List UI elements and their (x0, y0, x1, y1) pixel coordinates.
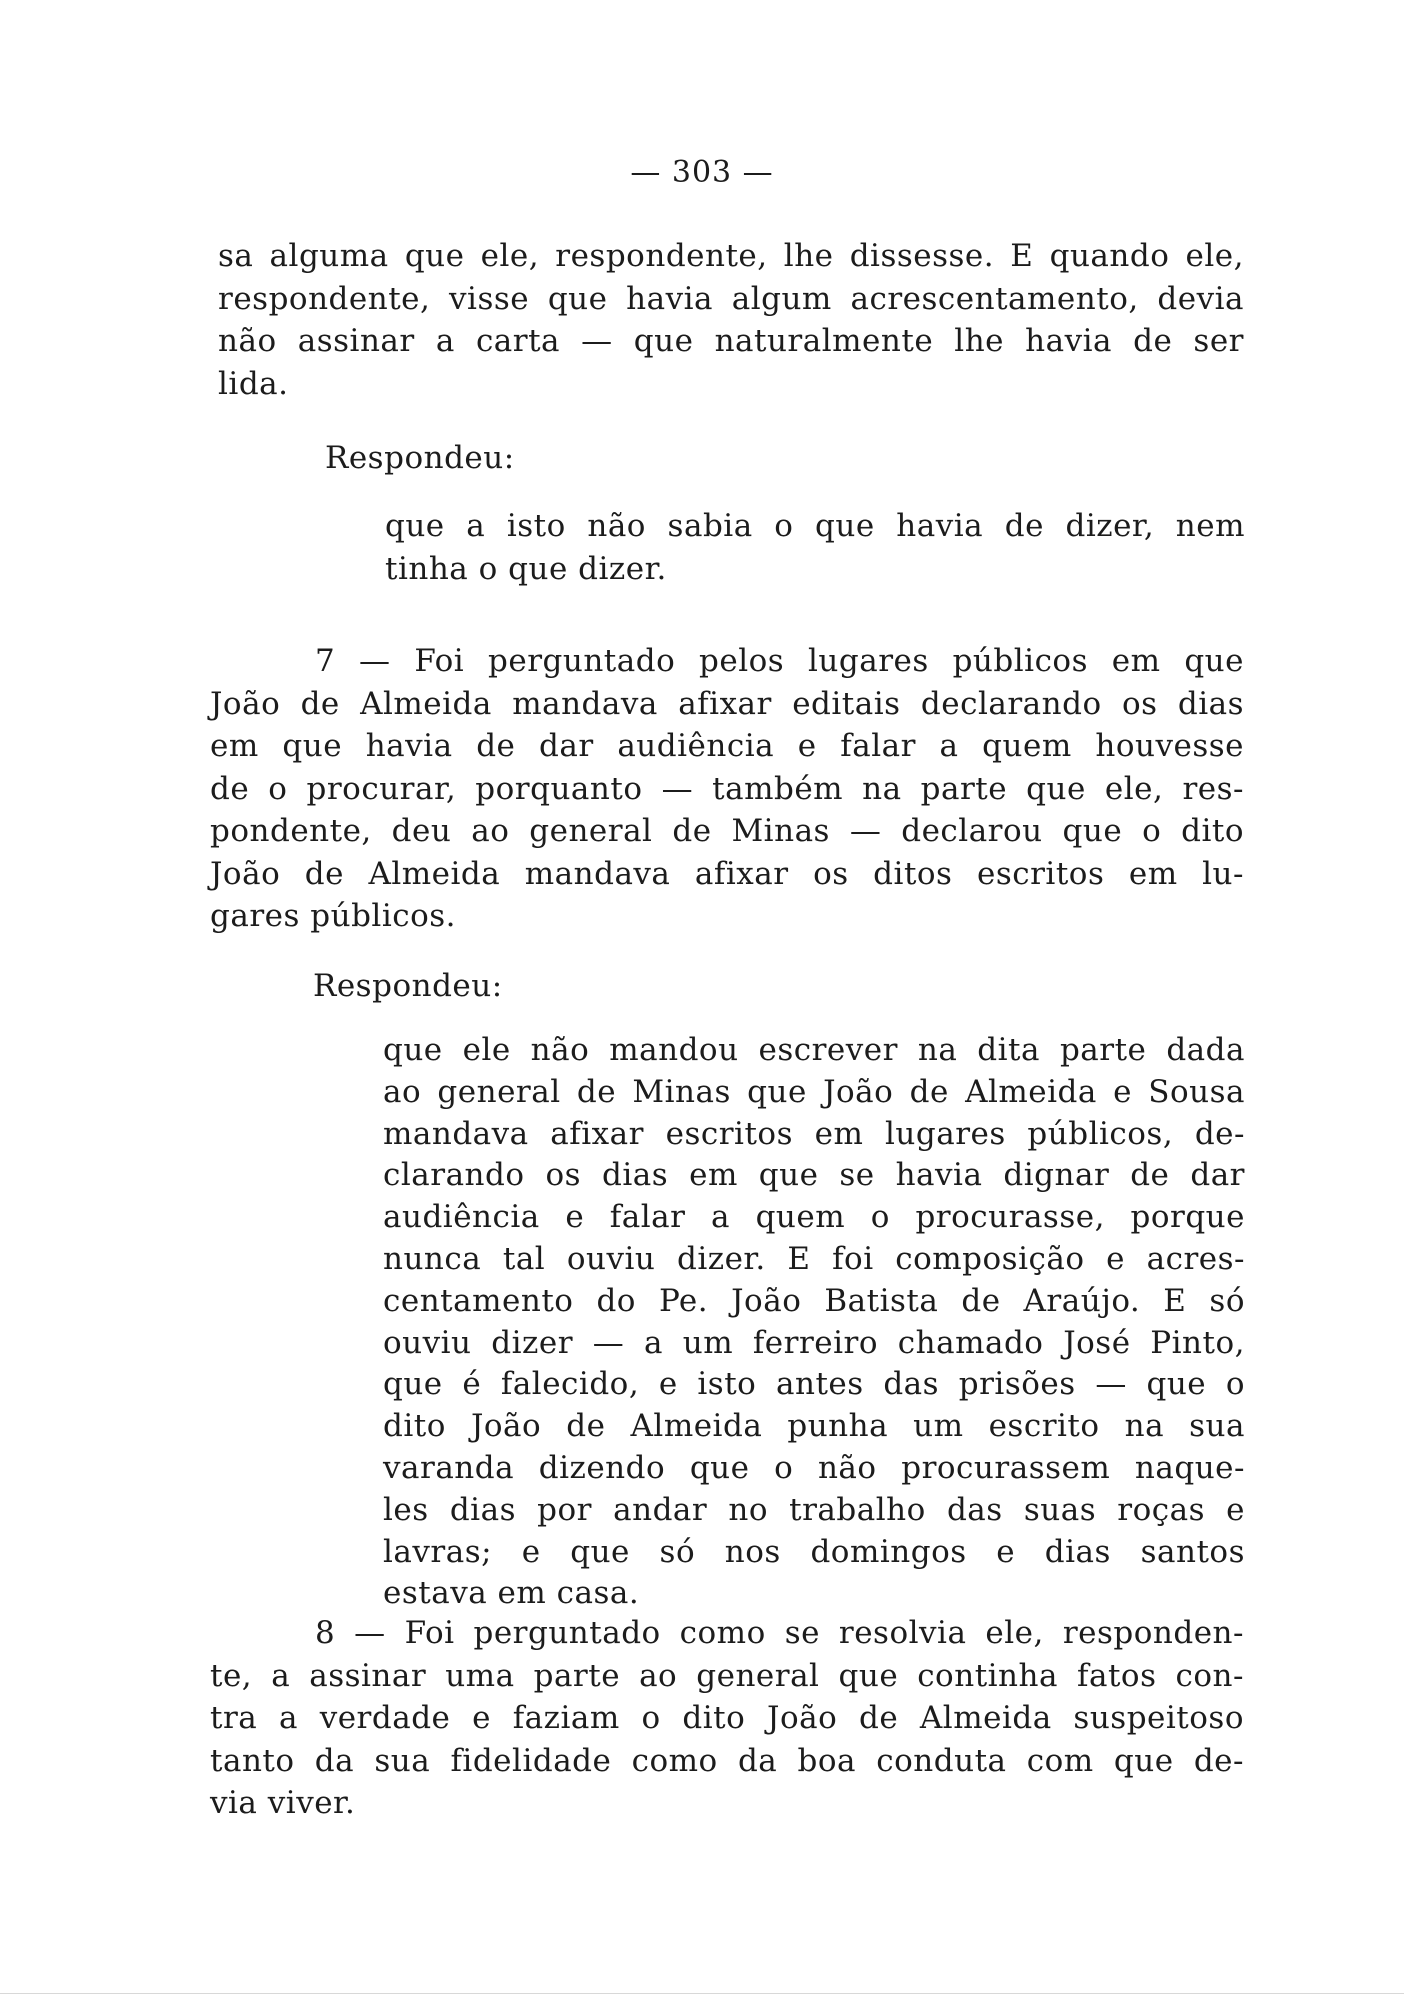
text-line: audiência e falar a quem o procurasse, porque (383, 1199, 1245, 1236)
text-line: tanto da sua fidelidade como da boa conduta com que de- (210, 1742, 1244, 1779)
question-7 (210, 640, 1244, 938)
page-edge-divider (0, 1993, 1404, 1994)
text-line: sa alguma que ele, respondente, lhe dissesse. E quando ele, (218, 238, 1244, 274)
text-line: não assinar a carta — que naturalmente lhe havia de ser (218, 323, 1244, 359)
text-line: 7 — Foi perguntado pelos lugares públicos em que (315, 643, 1244, 679)
text-line: João de Almeida mandava afixar os ditos escritos em lu- (210, 855, 1244, 892)
page-number: — 303 — (630, 155, 774, 190)
text-line: mandava afixar escritos em lugares públicos, de- (383, 1115, 1245, 1152)
text-line: que a isto não sabia o que havia de dizer, nem (385, 508, 1245, 544)
text-line: ouviu dizer — a um ferreiro chamado José Pinto, (383, 1324, 1245, 1361)
text-line: gares públicos. (210, 898, 457, 934)
text-line: tinha o que dizer. (385, 550, 667, 587)
text-line: em que havia de dar audiência e falar a quem houvesse (210, 728, 1244, 764)
text-line: ao general de Minas que João de Almeida e Sousa (383, 1073, 1245, 1110)
text-line: nunca tal ouviu dizer. E foi composição e acres- (383, 1240, 1245, 1277)
text-line: de o procurar, porquanto — também na parte que ele, res- (210, 770, 1244, 807)
text-line: estava em casa. (383, 1575, 640, 1612)
response-answer (383, 1030, 1245, 1615)
text-line: te, a assinar uma parte ao general que continha fatos con- (210, 1657, 1244, 1694)
text-line: João de Almeida mandava afixar editais declarando os dias (210, 685, 1244, 722)
text-line: que é falecido, e isto antes das prisões — que o (383, 1366, 1245, 1403)
question-8 (210, 1612, 1244, 1825)
text-line: centamento do Pe. João Batista de Araújo. E só (383, 1282, 1245, 1319)
text-line: tra a verdade e faziam o dito João de Almeida suspeitoso (210, 1700, 1244, 1736)
text-line: clarando os dias em que se havia dignar de dar (383, 1157, 1245, 1194)
text-line: pondente, deu ao general de Minas — declarou que o dito (210, 813, 1244, 849)
text-line: lavras; e que só nos domingos e dias santos (383, 1533, 1245, 1570)
text-line: respondente, visse que havia algum acrescentamento, devia (218, 280, 1244, 317)
text-line: varanda dizendo que o não procurassem naque- (383, 1449, 1245, 1486)
text-line: 8 — Foi perguntado como se resolvia ele, responden- (315, 1615, 1244, 1651)
response-label: Respondeu: (313, 968, 503, 1004)
response-answer (385, 505, 1245, 590)
text-line: que ele não mandou escrever na dita parte dada (383, 1032, 1245, 1068)
text-line: via viver. (210, 1785, 356, 1821)
response-label: Respondeu: (325, 440, 515, 476)
text-line: les dias por andar no trabalho das suas roças e (383, 1491, 1245, 1528)
text-line: dito João de Almeida punha um escrito na sua (383, 1408, 1245, 1445)
paragraph-continuation (218, 235, 1244, 405)
text-line: lida. (218, 365, 289, 402)
